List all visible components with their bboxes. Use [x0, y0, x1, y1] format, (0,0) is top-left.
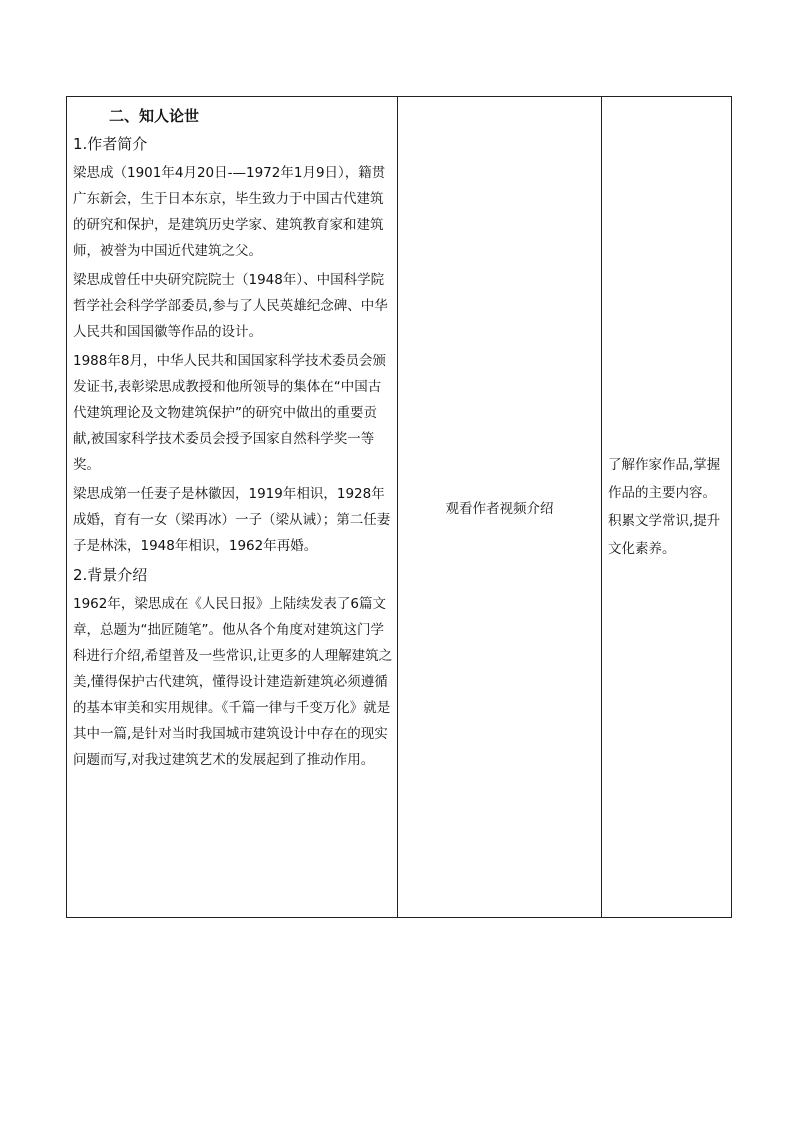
content-cell: [67, 97, 398, 918]
author-intro-heading: 1.作者简介: [73, 135, 148, 153]
activity-text: 观看作者视频介绍: [445, 501, 554, 517]
activity-cell: [398, 97, 602, 918]
background-heading: 2.背景介绍: [73, 566, 148, 584]
goal-text: 了解作家作品,掌握作品的主要内容。积累文学常识,提升文化素养。: [608, 457, 721, 557]
author-paragraph-2: 梁思成曾任中央研究院院士（1948年）、中国科学院哲学社会科学学部委员,参与了人民英雄纪念碑、中华人民共和国国徽等作品的设计。: [73, 272, 388, 340]
background-paragraph: 1962年，梁思成在《人民日报》上陆续发表了6篇文章，总题为“拙匠随笔”。他从各个角度对建筑这门学科进行介绍,希望普及一些常识,让更多的人理解建筑之美,懂得保护古代建筑，懂得设计建造新建筑必须遵循的基本审美和实用规律。《千篇一律与千变万化》就是其中一篇,是针对当时我国城市建筑设计中存在的现实问题而写,对我过建筑艺术的发展起到了推动作用。: [73, 596, 393, 768]
goal-cell: [602, 97, 732, 918]
author-paragraph-1: 梁思成（1901年4月20日-—1972年1月9日），籍贯广东新会，生于日本东京，毕生致力于中国古代建筑的研究和保护，是建筑历史学家、建筑教育家和建筑师，被誉为中国近代建筑之父。: [73, 165, 386, 259]
lesson-plan-table: [66, 96, 732, 918]
author-paragraph-3: 1988年8月，中华人民共和国国家科学技术委员会颁发证书,表彰梁思成教授和他所领导的集体在“中国古代建筑理论及文物建筑保护”的研究中做出的重要贡献,被国家科学技术委员会授予国家自然科学奖一等奖。: [73, 353, 386, 473]
section-heading: 二、知人论世: [109, 107, 200, 125]
table-row: [67, 97, 732, 918]
author-paragraph-4: 梁思成第一任妻子是林徽因，1919年相识，1928年成婚，育有一女（梁再冰）一子（梁从诫）；第二任妻子是林洙，1948年相识，1962年再婚。: [73, 486, 391, 554]
